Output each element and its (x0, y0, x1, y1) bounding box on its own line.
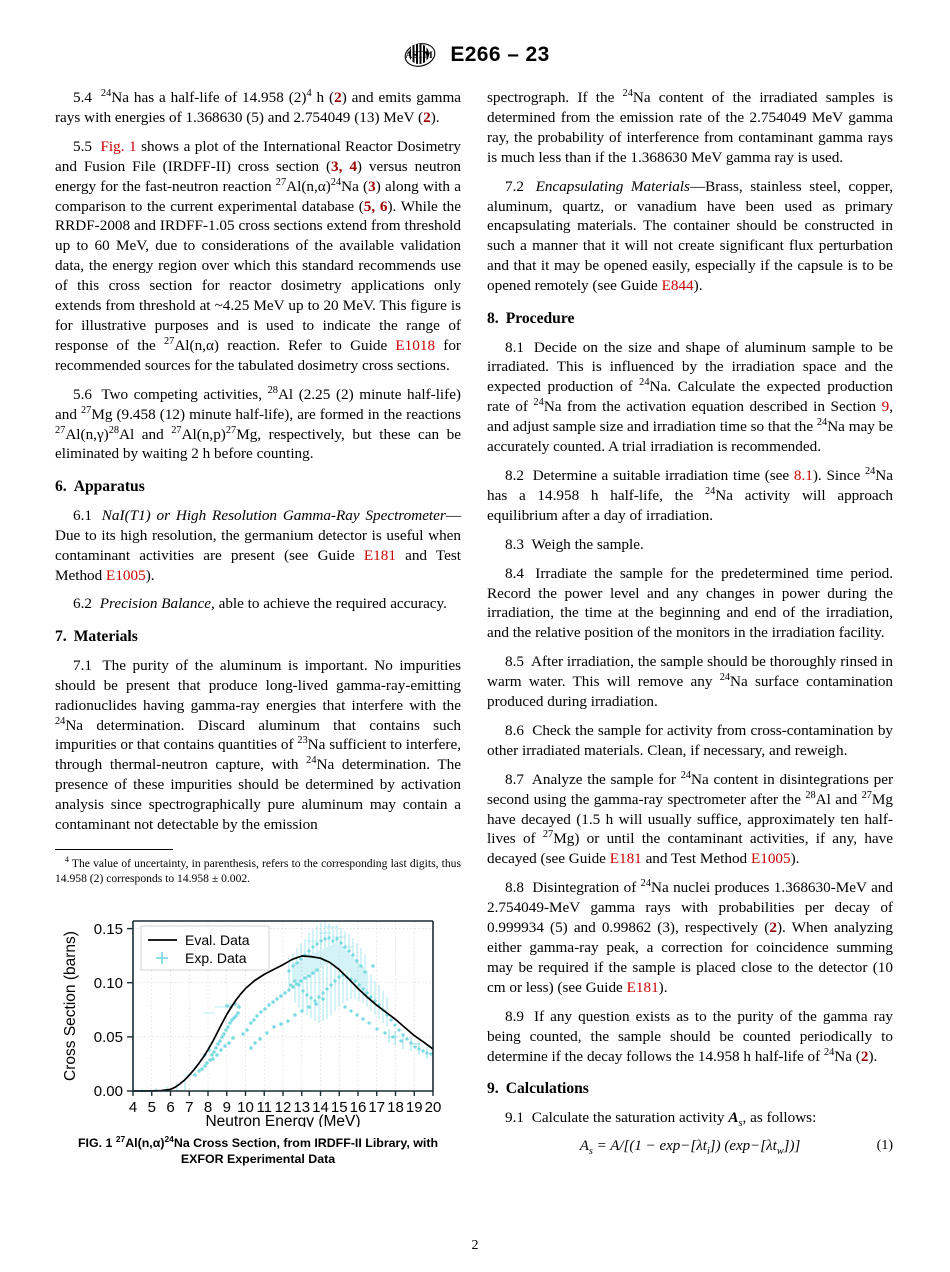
svg-text:18: 18 (387, 1098, 404, 1116)
svg-text:12: 12 (274, 1098, 292, 1116)
paragraph-8-9: 8.9 If any question exists as to the purity of the gamma ray being counted, the sample should be counted periodically to determine if the decay follows the 14.958 h half-life of $^{24}$Na (2). (487, 1007, 894, 1065)
paragraph-number: 8.6 (505, 721, 524, 739)
svg-text:8: 8 (203, 1098, 213, 1116)
guide-link[interactable]: E1018 (395, 336, 436, 354)
equation-number: (1) (876, 1137, 893, 1153)
paragraph-number: 8.3 (505, 535, 524, 553)
footnote-number: 4 (65, 855, 69, 865)
figure-1 (55, 903, 461, 1168)
svg-text:ASTM: ASTM (405, 51, 434, 61)
paragraph-number: 8.1 (505, 338, 524, 356)
cross-section-chart (55, 903, 447, 1127)
paragraph-number: 7.2 (505, 177, 524, 195)
section-heading-6: 6. Apparatus (55, 478, 145, 496)
paragraph-6-1: 6.1 NaI(T1) or High Resolution Gamma-Ray Spectrometer—Due to its high resolution, the germanium detector is useful when contaminant activities are present (see Guide E181 and Test Method E1005). (55, 506, 461, 584)
footnote-block (55, 849, 461, 887)
paragraph-7-1: 7.1 The purity of the aluminum is important. No impurities should be present that produce long-lived gamma-ray-emitting radionuclides having gamma-ray energies that interfere with the $^{24}$Na determination. Discard aluminum that contains such impurities or that contains quantities of $^{23}$Na sufficient to interfere, through thermal-neutron capture, with $^{24}$Na determination. The presence of these impurities should be determined by activation analysis since spectrographically pure aluminum may contain a contaminant not detectable by the emission (55, 656, 462, 834)
paragraph-number: 9.1 (505, 1108, 524, 1126)
section-link[interactable]: 9 (881, 398, 890, 416)
paragraph-5-4: 5.4 $^{24}$Na has a half-life of 14.958 $(2)^4$ h (2) and emits gamma rays with energies of 1.368630 (5) and 2.754049 (13) MeV (2). (55, 87, 462, 126)
paragraph-number: 8.2 (505, 466, 524, 484)
paragraph-5-5: 5.5 Fig. 1 shows a plot of the International Reactor Dosimetry and Fusion File (IRDFF-II) cross section (3, 4) versus neutron energy for the fast-neutron reaction $^{27}Al(n,\alpha)^{24}Na$ (3) along with a comparison to the current experimental database (5, 6). While the RRDF-2008 and IRDFF-1.05 cross sections extend from threshold up to 60 MeV, due to considerations of the available validation data, the energy region over which this standard recommends use of this cross section for reactor dosimetry applications only extends from threshold at ~4.25 MeV up to 20 MeV. This figure is for illustrative purposes and is used to indicate the range of response of the $^{27}$Al(n,α) reaction. Refer to Guide E1018 for recommended sources for the tabulated dosimetry cross sections. (55, 137, 462, 374)
legend-label-exp: Exp. Data (185, 949, 247, 966)
svg-text:17: 17 (368, 1098, 386, 1116)
figure-caption: FIG. 1 $^{27}Al(n,\alpha)^{24}Na$ Cross Section, from IRDFF-II Library, with EXFOR Experimental Data (77, 1133, 439, 1166)
paragraph-number: 5.6 (73, 385, 92, 403)
legend-label-eval: Eval. Data (185, 931, 250, 948)
left-column (55, 88, 461, 1167)
svg-text:16: 16 (349, 1098, 367, 1116)
svg-text:20: 20 (424, 1098, 442, 1116)
y-axis-label: Cross Section (barns) (62, 930, 79, 1081)
paragraph-number: 5.5 (73, 137, 92, 155)
svg-text:0.05: 0.05 (93, 1028, 123, 1046)
paragraph-8-1: 8.1 Decide on the size and shape of aluminum sample to be irradiated. This is influenced by the irradiation space and the expected production of $^{24}$Na. Calculate the expected production rate of $^{24}$Na from the activation equation described in Section 9, and adjust sample size and irradiation time so that the $^{24}$Na may be accurately counted. A trial irradiation is recommended. (487, 338, 894, 456)
y-axis-ticks (127, 928, 133, 1090)
footnote-marker[interactable]: 4 (306, 87, 312, 99)
page-number: 2 (471, 1238, 479, 1253)
reference-link[interactable]: 5, 6 (363, 197, 388, 215)
paragraph-number: 8.5 (505, 653, 524, 671)
section-heading-9: 9. Calculations (487, 1080, 589, 1098)
section-link[interactable]: 8.1 (793, 466, 813, 484)
section-heading-7: 7. Materials (55, 628, 138, 646)
guide-link[interactable]: E181 (626, 978, 659, 996)
paragraph-8-3: 8.3 Weigh the sample. (505, 535, 644, 553)
paragraph-8-2: 8.2 Determine a suitable irradiation time (see 8.1). Since $^{24}$Na has a 14.958 h half-life, the $^{24}$Na activity will approach equilibrium after a day of irradiation. (487, 465, 893, 524)
superscript-mass-number: 24 (100, 87, 112, 99)
paragraph-number: 6.1 (73, 506, 92, 524)
document-designation: E266 – 23 (450, 43, 550, 66)
paragraph-8-7: 8.7 Analyze the sample for $^{24}$Na content in disintegrations per second using the gamma-ray spectrometer after the $^{28}$Al and $^{27}$Mg have decayed (1.5 h will usually suffice, approximately ten half-lives of $^{27}$Mg) or until the contaminant activities, if any, have decayed (see Guide E181 and Test Method E1005). (487, 769, 893, 868)
svg-text:7: 7 (185, 1098, 194, 1116)
paragraph-8-4: 8.4 Irradiate the sample for the predetermined time period. Record the power level and any changes in power during the irradiation, the time at the beginning and end of the irradiation, and the relative position of the monitors in the irradiation facility. (487, 564, 894, 642)
chart-legend (141, 926, 269, 970)
reference-link[interactable]: 2 (423, 108, 431, 126)
figure-link[interactable]: Fig. 1 (100, 137, 137, 155)
paragraph-9-1: 9.1 Calculate the saturation activity $A_s$, as follows: (505, 1108, 817, 1129)
svg-text:19: 19 (405, 1098, 423, 1116)
x-axis-label: Neutron Energy (MeV) (205, 1112, 361, 1127)
svg-text:6: 6 (166, 1098, 175, 1116)
y-axis-tick-labels (94, 921, 123, 1100)
paragraph-number: 7.1 (73, 656, 92, 674)
paragraph-number: 5.4 (73, 89, 92, 106)
guide-link[interactable]: E181 (363, 546, 396, 564)
two-column-body (0, 76, 950, 1167)
paragraph-number: 8.9 (505, 1007, 524, 1025)
document-header (0, 0, 950, 76)
svg-text:0.10: 0.10 (93, 974, 123, 992)
equation-1-row (487, 1138, 893, 1155)
svg-text:4: 4 (128, 1098, 138, 1116)
paragraph-number: 6.2 (73, 595, 92, 613)
footnote-divider (55, 849, 173, 850)
paragraph-number: 8.7 (505, 770, 524, 788)
svg-text:9: 9 (222, 1098, 231, 1116)
paragraph-number: 8.4 (505, 564, 524, 582)
svg-text:14: 14 (312, 1098, 329, 1116)
reference-link[interactable]: 2 (769, 919, 777, 937)
svg-text:15: 15 (330, 1098, 348, 1116)
paragraph-5-6: 5.6 Two competing activities, $^{28}$Al (2.25 (2) minute half-life) and $^{27}$Mg (9.458 (12) minute half-life), are formed in the reactions $^{27}Al(n,\gamma)^{28}Al$ and $^{27}Al(n,p)^{27}Mg$, respectively, but these can be eliminated by waiting 2 h before counting. (55, 384, 462, 463)
test-method-link[interactable]: E1005 (106, 566, 146, 584)
footnote-text: $^4$ The value of uncertainty, in parenthesis, refers to the corresponding last digits, thus 14.958 (2) corresponds to 14.958 ± 0.002. (55, 855, 461, 886)
astm-logo-icon (400, 38, 440, 72)
paragraph-6-2: 6.2 Precision Balance, able to achieve the required accuracy. (73, 595, 447, 613)
svg-text:0.00: 0.00 (93, 1082, 123, 1100)
paragraph-number: 8.8 (505, 879, 524, 897)
section-heading-8: 8. Procedure (487, 310, 575, 328)
right-column (487, 88, 893, 1167)
chart-svg (55, 903, 447, 1127)
equation-1: $A_s = A/[(1 - \exp-[\lambda t_i])$ $(\exp-[\lambda t_w])$] (579, 1137, 801, 1157)
svg-text:5: 5 (147, 1098, 156, 1116)
paragraph-8-6: 8.6 Check the sample for activity from cross-contamination by other irradiated materials. Clean, if necessary, and reweigh. (487, 721, 894, 759)
paragraph-8-5: 8.5 After irradiation, the sample should be thoroughly rinsed in warm water. This will remove any $^{24}$Na surface contamination produced during irradiation. (487, 653, 894, 711)
reference-link[interactable]: 3, 4 (331, 157, 357, 175)
paragraph-7-2: 7.2 Encapsulating Materials—Brass, stainless steel, copper, aluminum, quartz, or vanadium have been used as primary encapsulating materials. The container should be constructed in such a manner that it will not create significant flux perturbation and that it may be opened easily, especially if the capsule is to be opened remotely (see Guide E844). (487, 177, 893, 295)
svg-text:11: 11 (256, 1098, 273, 1116)
svg-text:13: 13 (293, 1098, 311, 1116)
paragraph-8-8: 8.8 Disintegration of $^{24}$Na nuclei produces 1.368630-MeV and 2.754049-MeV gamma rays with probabilities per decay of 0.999934 (5) and 0.99862 (3), respectively (2). When analyzing either gamma-ray peak, a correction for coincidence summing may be required if the sample is placed close to the detector (10 cm or less) (see Guide E181). (487, 878, 893, 996)
svg-text:0.15: 0.15 (93, 920, 123, 938)
reference-link[interactable]: 2 (860, 1047, 869, 1065)
guide-link[interactable]: E181 (609, 850, 642, 868)
paragraph-7-1-continued: spectrograph. If the $^{24}$Na content of the irradiated samples is determined from the emission rate of the 2.754049 MeV gamma ray, the probability of interference from contaminant gamma rays is much less than if the 1.368630 MeV gamma ray is used. (487, 87, 893, 166)
reference-link[interactable]: 2 (334, 89, 342, 106)
svg-text:10: 10 (237, 1098, 254, 1116)
reference-link[interactable]: 3 (368, 177, 376, 195)
test-method-link[interactable]: E1005 (750, 850, 791, 868)
guide-link[interactable]: E844 (661, 277, 694, 295)
